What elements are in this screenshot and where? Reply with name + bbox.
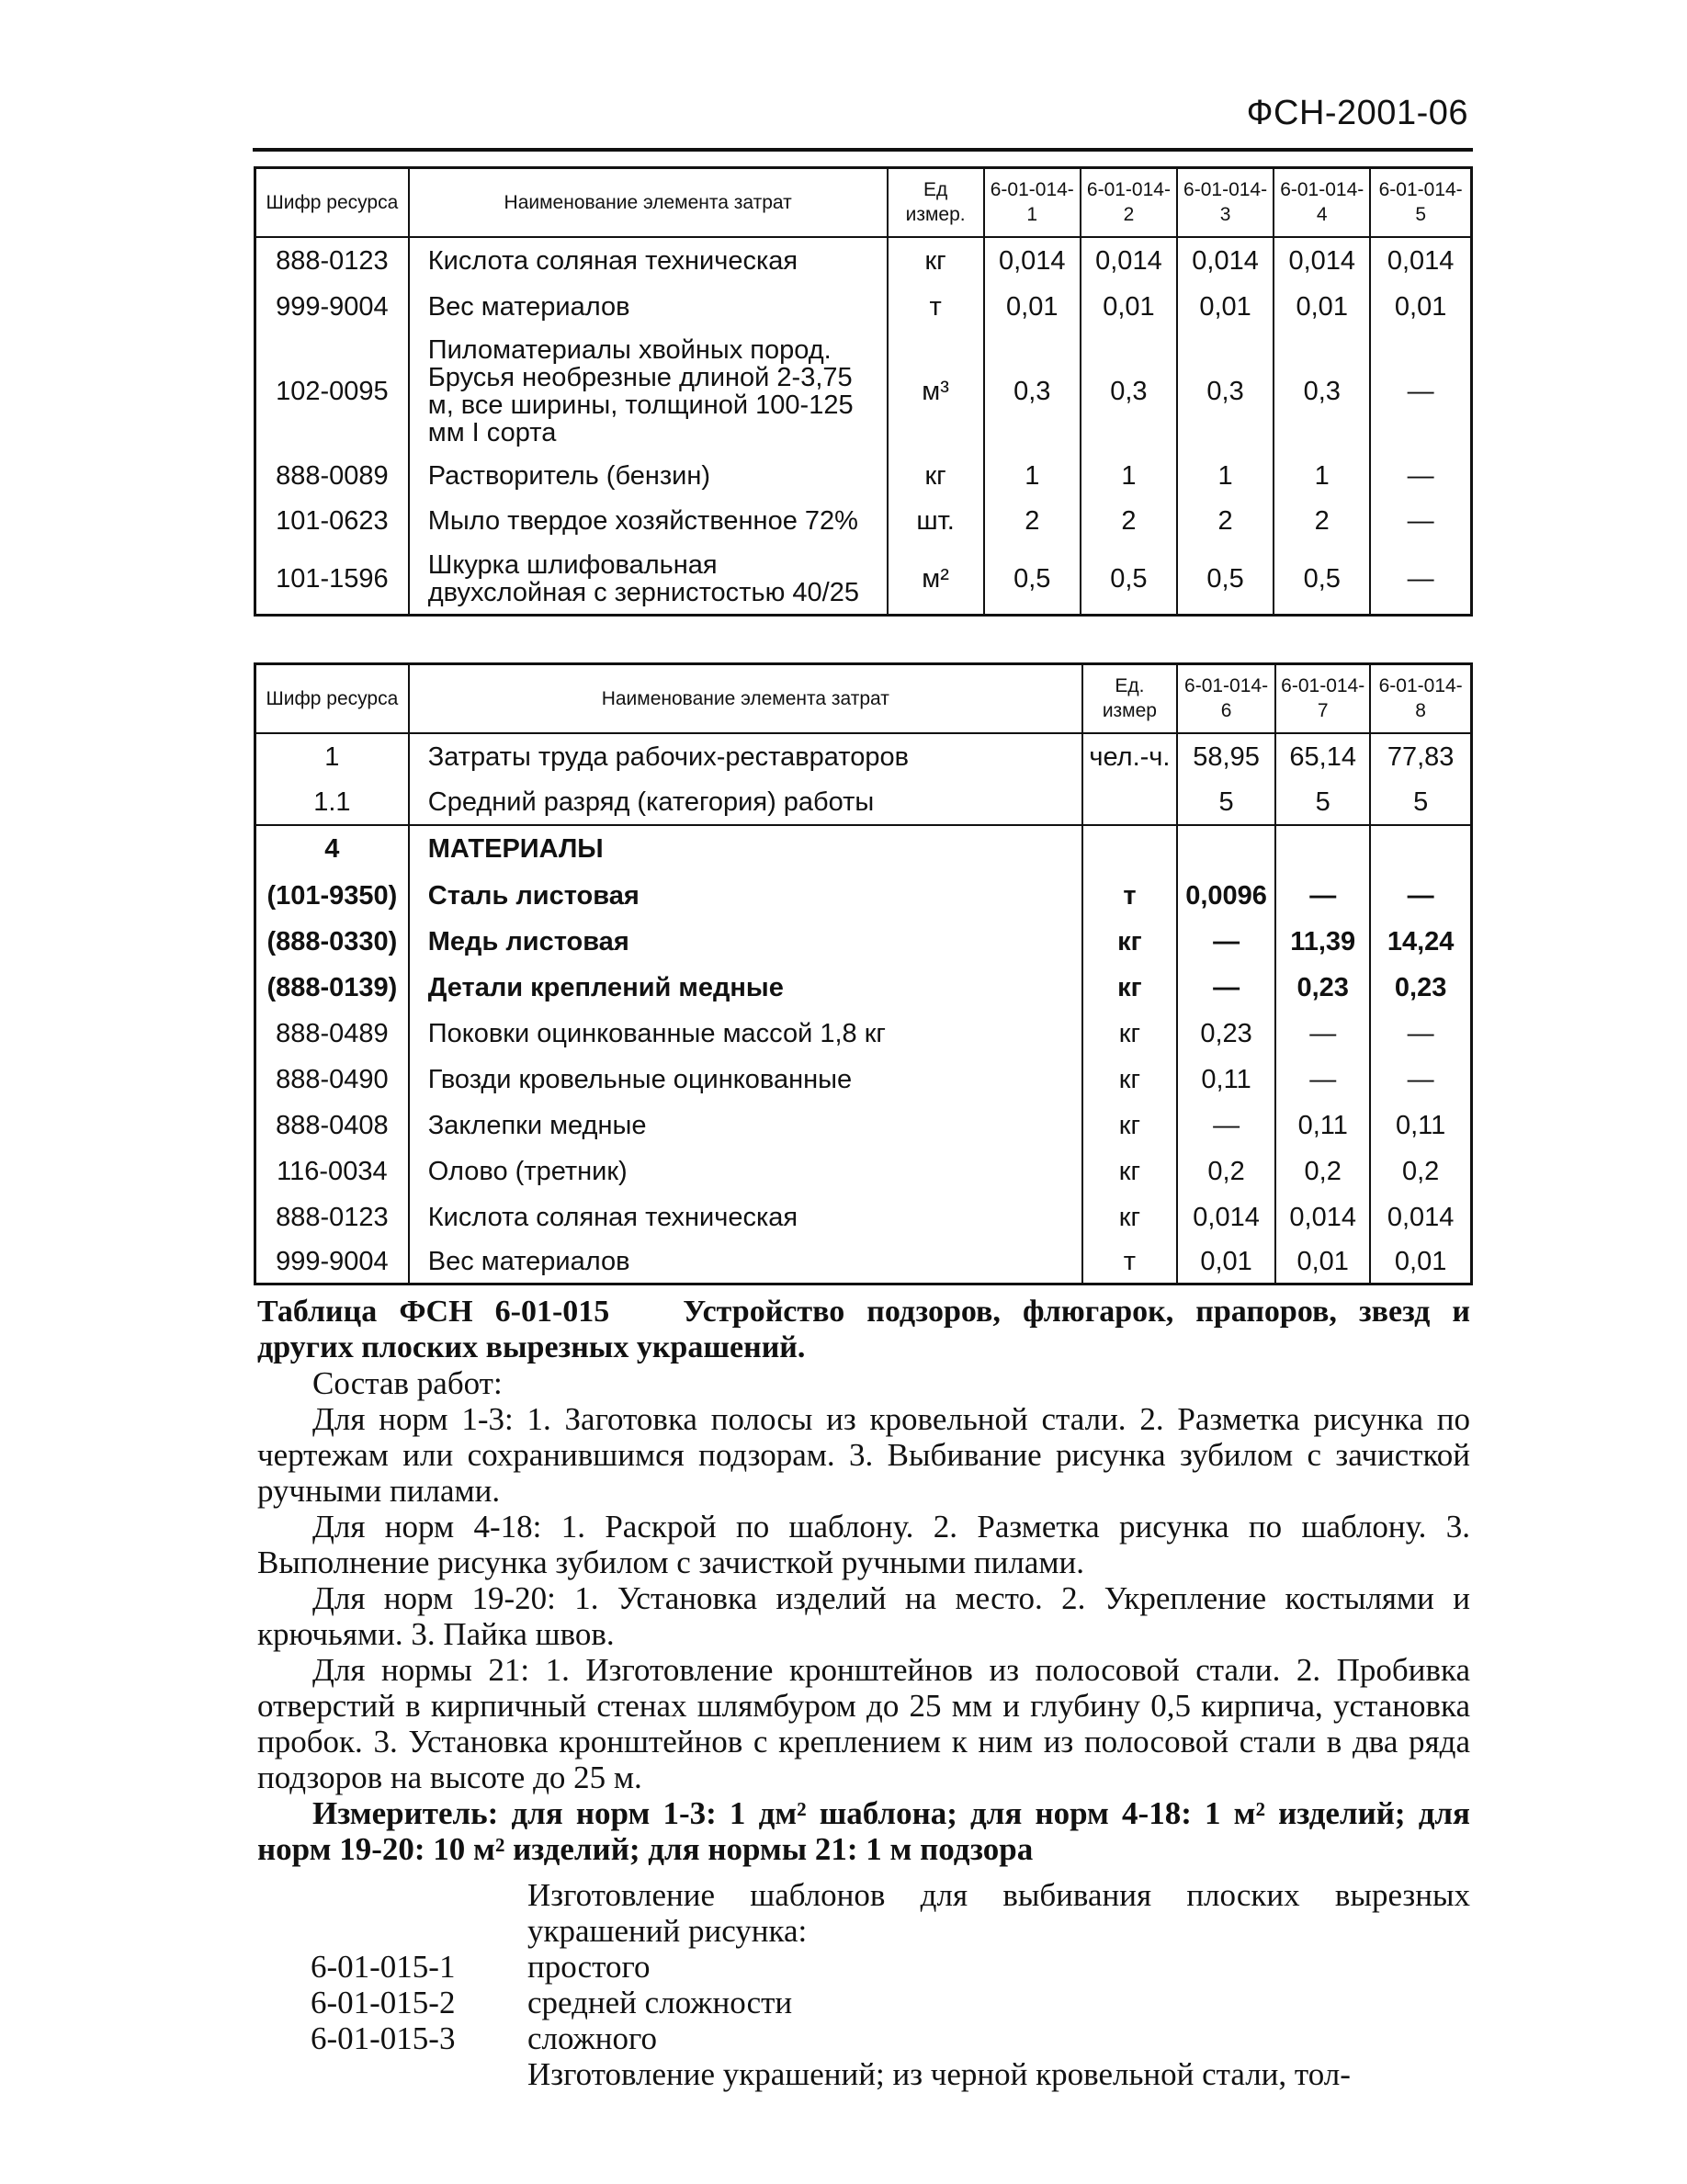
- header-code: Шифр ресурса: [255, 664, 409, 733]
- norm-value: 0,3: [984, 329, 1081, 454]
- resource-name: Гвозди кровельные оцинкованные: [409, 1057, 1082, 1103]
- header-name: Наименование элемента затрат: [409, 168, 888, 237]
- norm-value: 0,3: [1081, 329, 1177, 454]
- norm-value: 0,5: [984, 544, 1081, 616]
- table-row: [255, 1149, 1472, 1194]
- header-norm: 6-01-014-5: [1370, 168, 1471, 237]
- norm-value: 0,014: [1370, 1194, 1471, 1240]
- norm-value: 0,01: [1275, 1240, 1370, 1284]
- resource-unit: т: [888, 285, 984, 329]
- norm-value: 0,01: [984, 285, 1081, 329]
- table-row: [255, 1194, 1472, 1240]
- norm-value: 1: [984, 454, 1081, 498]
- norm-value: 0,3: [1177, 329, 1274, 454]
- resource-unit: кг: [1082, 1149, 1177, 1194]
- norm-list: [311, 1877, 1470, 2092]
- norm-value: 0,2: [1177, 1149, 1275, 1194]
- norm-value: 0,5: [1081, 544, 1177, 616]
- norm-value: 0,2: [1275, 1149, 1370, 1194]
- table-row: [255, 285, 1472, 329]
- table-row: [255, 1011, 1472, 1057]
- header-norm: 6-01-014-3: [1177, 168, 1274, 237]
- norm-group-title: Изготовление украшений; из черной кровельной стали, тол-: [527, 2056, 1351, 2092]
- resource-code: 1: [255, 733, 409, 781]
- table-row: [255, 825, 1472, 873]
- norm-value: 0,11: [1370, 1103, 1471, 1149]
- norm-code: 6-01-015-2: [311, 1985, 456, 2020]
- table-row: [255, 733, 1472, 781]
- resource-name: Затраты труда рабочих-реставраторов: [409, 733, 1082, 781]
- norm-value: —: [1370, 1011, 1471, 1057]
- list-item: [311, 1949, 1470, 1985]
- list-item: [311, 1985, 1470, 2020]
- header-unit: Ед измер.: [888, 168, 984, 237]
- norm-code: 6-01-015-1: [311, 1949, 456, 1985]
- norm-value: 14,24: [1370, 919, 1471, 965]
- norm-value: 65,14: [1275, 733, 1370, 781]
- resource-name: Растворитель (бензин): [409, 454, 888, 498]
- header-norm: 6-01-014-2: [1081, 168, 1177, 237]
- resource-unit: м²: [888, 544, 984, 616]
- norm-value: 0,23: [1275, 965, 1370, 1011]
- resource-unit: кг: [1082, 1057, 1177, 1103]
- resource-code: 101-1596: [255, 544, 409, 616]
- header-rule: [253, 148, 1473, 152]
- norm-value: 0,23: [1177, 1011, 1275, 1057]
- norm-desc: сложного: [527, 2020, 658, 2056]
- norm-value: 2: [1177, 498, 1274, 544]
- resource-code: 888-0489: [255, 1011, 409, 1057]
- norm-value: 0,01: [1177, 285, 1274, 329]
- header-code: Шифр ресурса: [255, 168, 409, 237]
- norm-value: —: [1370, 1057, 1471, 1103]
- table-row: [255, 873, 1472, 919]
- resource-code: 116-0034: [255, 1149, 409, 1194]
- norm-value: 5: [1275, 781, 1370, 825]
- norm-value: —: [1370, 873, 1471, 919]
- resource-code: 101-0623: [255, 498, 409, 544]
- composition-label: Состав работ:: [312, 1365, 503, 1401]
- resource-unit: м³: [888, 329, 984, 454]
- norm-value: 0,01: [1177, 1240, 1275, 1284]
- norm-value: —: [1177, 1103, 1275, 1149]
- header-unit: Ед. измер: [1082, 664, 1177, 733]
- resource-code: 102-0095: [255, 329, 409, 454]
- table-row: [255, 544, 1472, 616]
- work-paragraph: Для норм 1-3: 1. Заготовка полосы из кровельной стали. 2. Разметка рисунка по чертежам или сохранившимся подзорам. 3. Выбивание рисунка зубилом с зачисткой ручными пилами.: [257, 1401, 1470, 1509]
- header-norm: 6-01-014-6: [1177, 664, 1275, 733]
- resource-code: 888-0123: [255, 237, 409, 285]
- resource-name: Заклепки медные: [409, 1103, 1082, 1149]
- resource-code: 888-0490: [255, 1057, 409, 1103]
- section-text: [257, 1294, 1470, 1867]
- resource-name: Вес материалов: [409, 1240, 1082, 1284]
- resource-code: 999-9004: [255, 1240, 409, 1284]
- norm-value: —: [1275, 1011, 1370, 1057]
- resource-unit: кг: [1082, 919, 1177, 965]
- norm-value: 58,95: [1177, 733, 1275, 781]
- meter-paragraph: Измеритель: для норм 1-3: 1 дм² шаблона; для норм 4-18: 1 м² изделий; для норм 19-20: 10 м² изделий; для нормы 21: 1 м подзора: [257, 1795, 1470, 1867]
- resource-unit: кг: [1082, 1103, 1177, 1149]
- norm-value: [1370, 825, 1471, 873]
- norm-code: 6-01-015-3: [311, 2020, 456, 2056]
- resource-name: Детали креплений медные: [409, 965, 1082, 1011]
- norm-value: 0,5: [1274, 544, 1370, 616]
- table-row: [255, 1103, 1472, 1149]
- norm-value: 0,014: [1274, 237, 1370, 285]
- norm-value: 0,014: [1275, 1194, 1370, 1240]
- resource-unit: шт.: [888, 498, 984, 544]
- work-paragraph: Для норм 19-20: 1. Установка изделий на место. 2. Укрепление костылями и крючьями. 3. Пайка швов.: [257, 1580, 1470, 1652]
- table-row: [255, 498, 1472, 544]
- norm-value: 1: [1274, 454, 1370, 498]
- resource-name: Кислота соляная техническая: [409, 1194, 1082, 1240]
- resource-code: 4: [255, 825, 409, 873]
- resource-unit: чел.-ч.: [1082, 733, 1177, 781]
- norm-value: 1: [1177, 454, 1274, 498]
- table-row: [255, 919, 1472, 965]
- resource-code: (101-9350): [255, 873, 409, 919]
- norm-value: 0,014: [1370, 237, 1471, 285]
- resource-code: 888-0123: [255, 1194, 409, 1240]
- norm-value: 1: [1081, 454, 1177, 498]
- norm-value: 0,014: [1081, 237, 1177, 285]
- resource-name: Пиломатериалы хвойных пород. Брусья необрезные длиной 2-3,75 м, все ширины, толщиной 100-125 мм I сорта: [409, 329, 888, 454]
- norm-value: 0,2: [1370, 1149, 1471, 1194]
- norm-value: 0,11: [1177, 1057, 1275, 1103]
- resource-name: Сталь листовая: [409, 873, 1082, 919]
- header-name: Наименование элемента затрат: [409, 664, 1082, 733]
- norm-value: 0,23: [1370, 965, 1471, 1011]
- resource-unit: [1082, 781, 1177, 825]
- table-row: [255, 329, 1472, 454]
- document-code: ФСН-2001-06: [1246, 94, 1468, 132]
- table-row: [255, 1240, 1472, 1284]
- resource-unit: кг: [1082, 1011, 1177, 1057]
- resource-name: Медь листовая: [409, 919, 1082, 965]
- norm-value: 0,01: [1274, 285, 1370, 329]
- norm-desc: простого: [527, 1949, 651, 1985]
- norm-value: 0,01: [1370, 285, 1471, 329]
- norm-value: 0,3: [1274, 329, 1370, 454]
- resource-code: 1.1: [255, 781, 409, 825]
- resource-name: Поковки оцинкованные массой 1,8 кг: [409, 1011, 1082, 1057]
- resource-unit: т: [1082, 1240, 1177, 1284]
- table-label: Таблица ФСН 6-01-015: [257, 1295, 610, 1329]
- resource-code: 888-0408: [255, 1103, 409, 1149]
- resource-unit: [1082, 825, 1177, 873]
- norm-value: 77,83: [1370, 733, 1471, 781]
- norm-value: —: [1370, 329, 1471, 454]
- norm-value: 5: [1177, 781, 1275, 825]
- norm-value: 2: [1274, 498, 1370, 544]
- header-norm: 6-01-014-7: [1275, 664, 1370, 733]
- norm-value: 0,11: [1275, 1103, 1370, 1149]
- norm-value: —: [1370, 544, 1471, 616]
- resource-code: 888-0089: [255, 454, 409, 498]
- resource-name: МАТЕРИАЛЫ: [409, 825, 1082, 873]
- header-norm: 6-01-014-4: [1274, 168, 1370, 237]
- norm-value: —: [1275, 873, 1370, 919]
- work-paragraph: Для нормы 21: 1. Изготовление кронштейнов из полосовой стали. 2. Пробивка отверстий в кирпичный стенах шлямбуром до 25 мм и глубину 0,5 кирпича, установка пробок. 3. Установка кронштейнов с креплением к ним из полосовой стали в два ряда подзоров на высоте до 25 м.: [257, 1652, 1470, 1795]
- table-row: [255, 237, 1472, 285]
- resource-name: Средний разряд (категория) работы: [409, 781, 1082, 825]
- norm-value: 0,5: [1177, 544, 1274, 616]
- resource-unit: кг: [1082, 1194, 1177, 1240]
- resource-table-014-6-8: [254, 662, 1473, 1285]
- norm-value: [1275, 825, 1370, 873]
- resource-table-014-1-5: [254, 166, 1473, 617]
- table-title: Устройство подзоров, флюгарок, прапоров, звезд и других плоских вырезных украшений.: [257, 1295, 1471, 1364]
- norm-value: —: [1370, 454, 1471, 498]
- header-norm: 6-01-014-8: [1370, 664, 1471, 733]
- norm-value: 11,39: [1275, 919, 1370, 965]
- norm-value: 0,0096: [1177, 873, 1275, 919]
- table-heading: [257, 1294, 1470, 1365]
- table-row: [255, 454, 1472, 498]
- table-row: [255, 1057, 1472, 1103]
- norm-desc: средней сложности: [527, 1985, 793, 2020]
- header-norm: 6-01-014-1: [984, 168, 1081, 237]
- norm-value: —: [1275, 1057, 1370, 1103]
- resource-name: Шкурка шлифовальная двухслойная с зернистостью 40/25: [409, 544, 888, 616]
- resource-code: (888-0330): [255, 919, 409, 965]
- norm-value: 0,01: [1081, 285, 1177, 329]
- norm-value: —: [1177, 919, 1275, 965]
- table-row: [255, 781, 1472, 825]
- norm-value: —: [1370, 498, 1471, 544]
- resource-unit: т: [1082, 873, 1177, 919]
- resource-unit: кг: [888, 454, 984, 498]
- norm-group-title: Изготовление шаблонов для выбивания плоских вырезных украшений рисунка:: [527, 1877, 1470, 1949]
- table-row: [255, 965, 1472, 1011]
- resource-name: Олово (третник): [409, 1149, 1082, 1194]
- resource-unit: кг: [1082, 965, 1177, 1011]
- list-item: [311, 2020, 1470, 2056]
- norm-value: 0,014: [1177, 1194, 1275, 1240]
- norm-value: —: [1177, 965, 1275, 1011]
- resource-unit: кг: [888, 237, 984, 285]
- resource-name: Мыло твердое хозяйственное 72%: [409, 498, 888, 544]
- norm-value: 2: [984, 498, 1081, 544]
- resource-code: 999-9004: [255, 285, 409, 329]
- resource-code: (888-0139): [255, 965, 409, 1011]
- norm-value: 0,014: [984, 237, 1081, 285]
- norm-value: 0,01: [1370, 1240, 1471, 1284]
- norm-value: 0,014: [1177, 237, 1274, 285]
- norm-value: 2: [1081, 498, 1177, 544]
- resource-name: Вес материалов: [409, 285, 888, 329]
- norm-value: [1177, 825, 1275, 873]
- work-paragraph: Для норм 4-18: 1. Раскрой по шаблону. 2. Разметка рисунка по шаблону. 3. Выполнение рисунка зубилом с зачисткой ручными пилами.: [257, 1509, 1470, 1580]
- norm-value: 5: [1370, 781, 1471, 825]
- resource-name: Кислота соляная техническая: [409, 237, 888, 285]
